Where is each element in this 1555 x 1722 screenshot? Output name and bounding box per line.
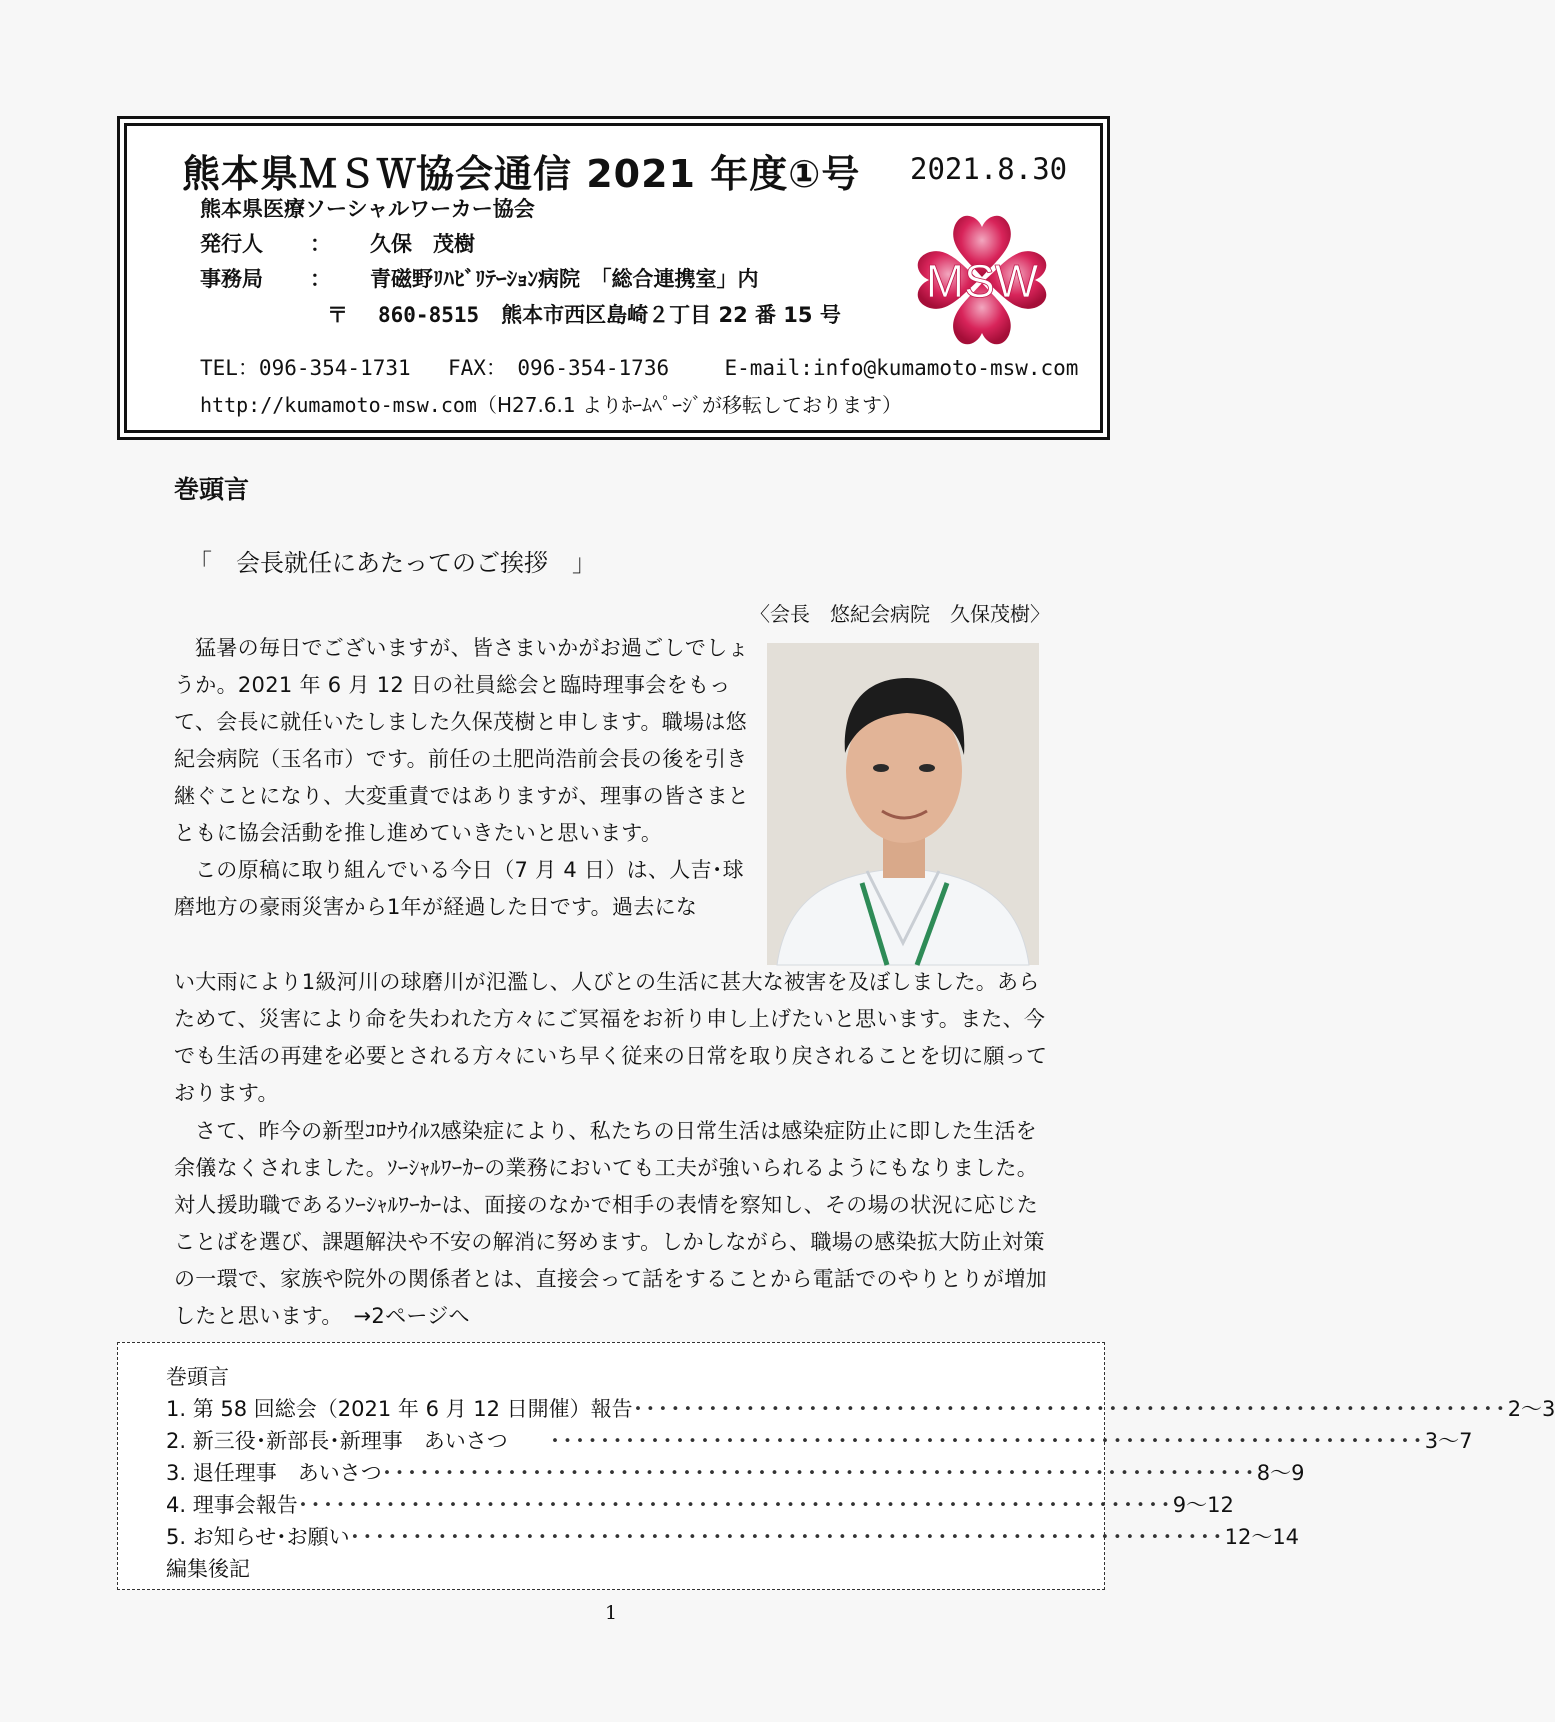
toc-row <box>166 1521 1300 1551</box>
postal-mark: 〒 <box>327 303 348 327</box>
toc-row <box>166 1457 1305 1487</box>
office-separator: ： <box>310 267 331 291</box>
section-heading: 巻頭言 <box>174 475 250 504</box>
toc-leader: ･･････････････････････････････････････････････････････････････････････ <box>349 1525 1225 1549</box>
office-value: 青磁野ﾘﾊﾋﾞﾘﾃｰｼｮﾝ病院 「総合連携室」内 <box>370 267 759 291</box>
contact-line <box>200 352 1078 382</box>
article-paragraph-2: い大雨により1級河川の球磨川が氾濫し、人びとの生活に甚大な被害を及ぼしました。あらためて、災害により命を失われた方々にご冥福をお祈り申し上げたいと思います。また、今でも生活の再建を必要とされる方々にいち早く従来の日常を取り戻されることを切に願っております。 <box>174 970 1048 1105</box>
toc-pages: 3～7 <box>1424 1429 1473 1453</box>
publisher-name: 久保 茂樹 <box>370 232 475 256</box>
toc-row <box>166 1425 1473 1455</box>
toc-leader: ･･････････････････････････････････････････････････････････････････････ <box>549 1429 1425 1453</box>
msw-logo <box>907 205 1057 355</box>
toc-leader: ･･････････････････････････････････････････････････････････････････････ <box>297 1493 1173 1517</box>
address: 熊本市西区島崎２丁目 22 番 15 号 <box>501 303 841 327</box>
toc-row <box>166 1489 1234 1519</box>
toc-label: 3. 退任理事 あいさつ <box>166 1461 382 1485</box>
organization-name: 熊本県医療ソーシャルワーカー協会 <box>200 197 535 221</box>
url-line <box>200 389 902 418</box>
toc-pages: 8～9 <box>1256 1461 1305 1485</box>
toc-leader: ･･････････････････････････････････････････････････････････････････････ <box>381 1461 1257 1485</box>
toc-label: 1. 第 58 回総会（2021 年 6 月 12 日開催）報告 <box>166 1397 633 1421</box>
toc-pages: 12～14 <box>1224 1525 1300 1549</box>
toc-label: 2. 新三役･新部長･新理事 あいさつ <box>166 1429 550 1453</box>
toc-leader: ･･････････････････････････････････････････････････････････････････････ <box>632 1397 1508 1421</box>
fax-number: FAX： 096-354-1736 <box>447 356 670 380</box>
publisher-separator: ： <box>310 232 331 256</box>
paragraph-2-start: この原稿に取り組んでいる今日（7 月 4 日）は、人吉･球磨地方の豪雨災害から1年が経過した日です。過去にな <box>174 858 744 919</box>
paragraph-1-text: 猛暑の毎日でございますが、皆さまいかがお過ごしでしょうか。2021 年 6 月 12 日の社員総会と臨時理事会をもって、会長に就任いたしました久保茂樹と申します。職場は悠紀会病院（玉名市）です。前任の土肥尚浩前会長の後を引き継ぐことになり、大変重責ではありますが、理事の皆さまとともに協会活動を推し進めていきたいと思います。 <box>174 636 750 845</box>
toc-label: 4. 理事会報告 <box>166 1493 298 1517</box>
email-address: E-mail:info@kumamoto-msw.com <box>724 356 1079 380</box>
office-line <box>200 263 759 293</box>
article-paragraph-1 <box>174 630 754 926</box>
office-label: 事務局 <box>200 267 263 291</box>
newsletter-title: 熊本県ＭＳＷ協会通信 2021 年度①号 <box>182 152 861 196</box>
toc-label: 5. お知らせ･お願い <box>166 1525 350 1549</box>
article-paragraph-3 <box>174 1113 1056 1335</box>
toc-first-item: 巻頭言 <box>166 1365 229 1389</box>
page-number: 1 <box>605 1602 618 1624</box>
article-title: 「 会長就任にあたってのご挨拶 」 <box>188 549 596 577</box>
postal-code: 860-8515 <box>378 303 480 327</box>
paragraph-3-text: さて、昨今の新型ｺﾛﾅｳｲﾙｽ感染症により、私たちの日常生活は感染症防止に即した生活を余儀なくされました。ｿｰｼｬﾙﾜｰｶｰの業務においても工夫が強いられるようにもなりました。対人援助職であるｿｰｼｬﾙﾜｰｶｰは、面接のなかで相手の表情を察知し、その場の状況に応じたことばを選び、課題解決や不安の解消に努めます。しかしながら、職場の感染拡大防止対策の一環で、家族や院外の関係者とは、直接会って話をすることから電話でのやりとりが増加したと思います。 →2ページへ <box>174 1119 1047 1328</box>
issue-date: 2021.8.30 <box>910 152 1068 186</box>
url-note: （H27.6.1 よりﾎｰﾑﾍﾟｰｼﾞが移転しております） <box>476 393 902 417</box>
publisher-label: 発行人 <box>200 232 263 256</box>
toc-row <box>166 1393 1555 1423</box>
website-link[interactable]: http://kumamoto-msw.com <box>200 393 477 417</box>
toc-pages: 2～3 <box>1507 1397 1555 1421</box>
toc-pages: 9～12 <box>1172 1493 1234 1517</box>
toc-last-item: 編集後記 <box>166 1557 250 1581</box>
tel-number: TEL：096-354-1731 <box>200 356 411 380</box>
publisher-line <box>200 228 475 258</box>
table-of-contents <box>117 1342 1555 1590</box>
masthead-box <box>117 116 1110 440</box>
logo-text: MSW <box>925 255 1039 307</box>
chairman-photo <box>767 643 1039 965</box>
article-author: 〈会長 悠紀会病院 久保茂樹〉 <box>750 602 1050 626</box>
address-line <box>327 299 841 329</box>
